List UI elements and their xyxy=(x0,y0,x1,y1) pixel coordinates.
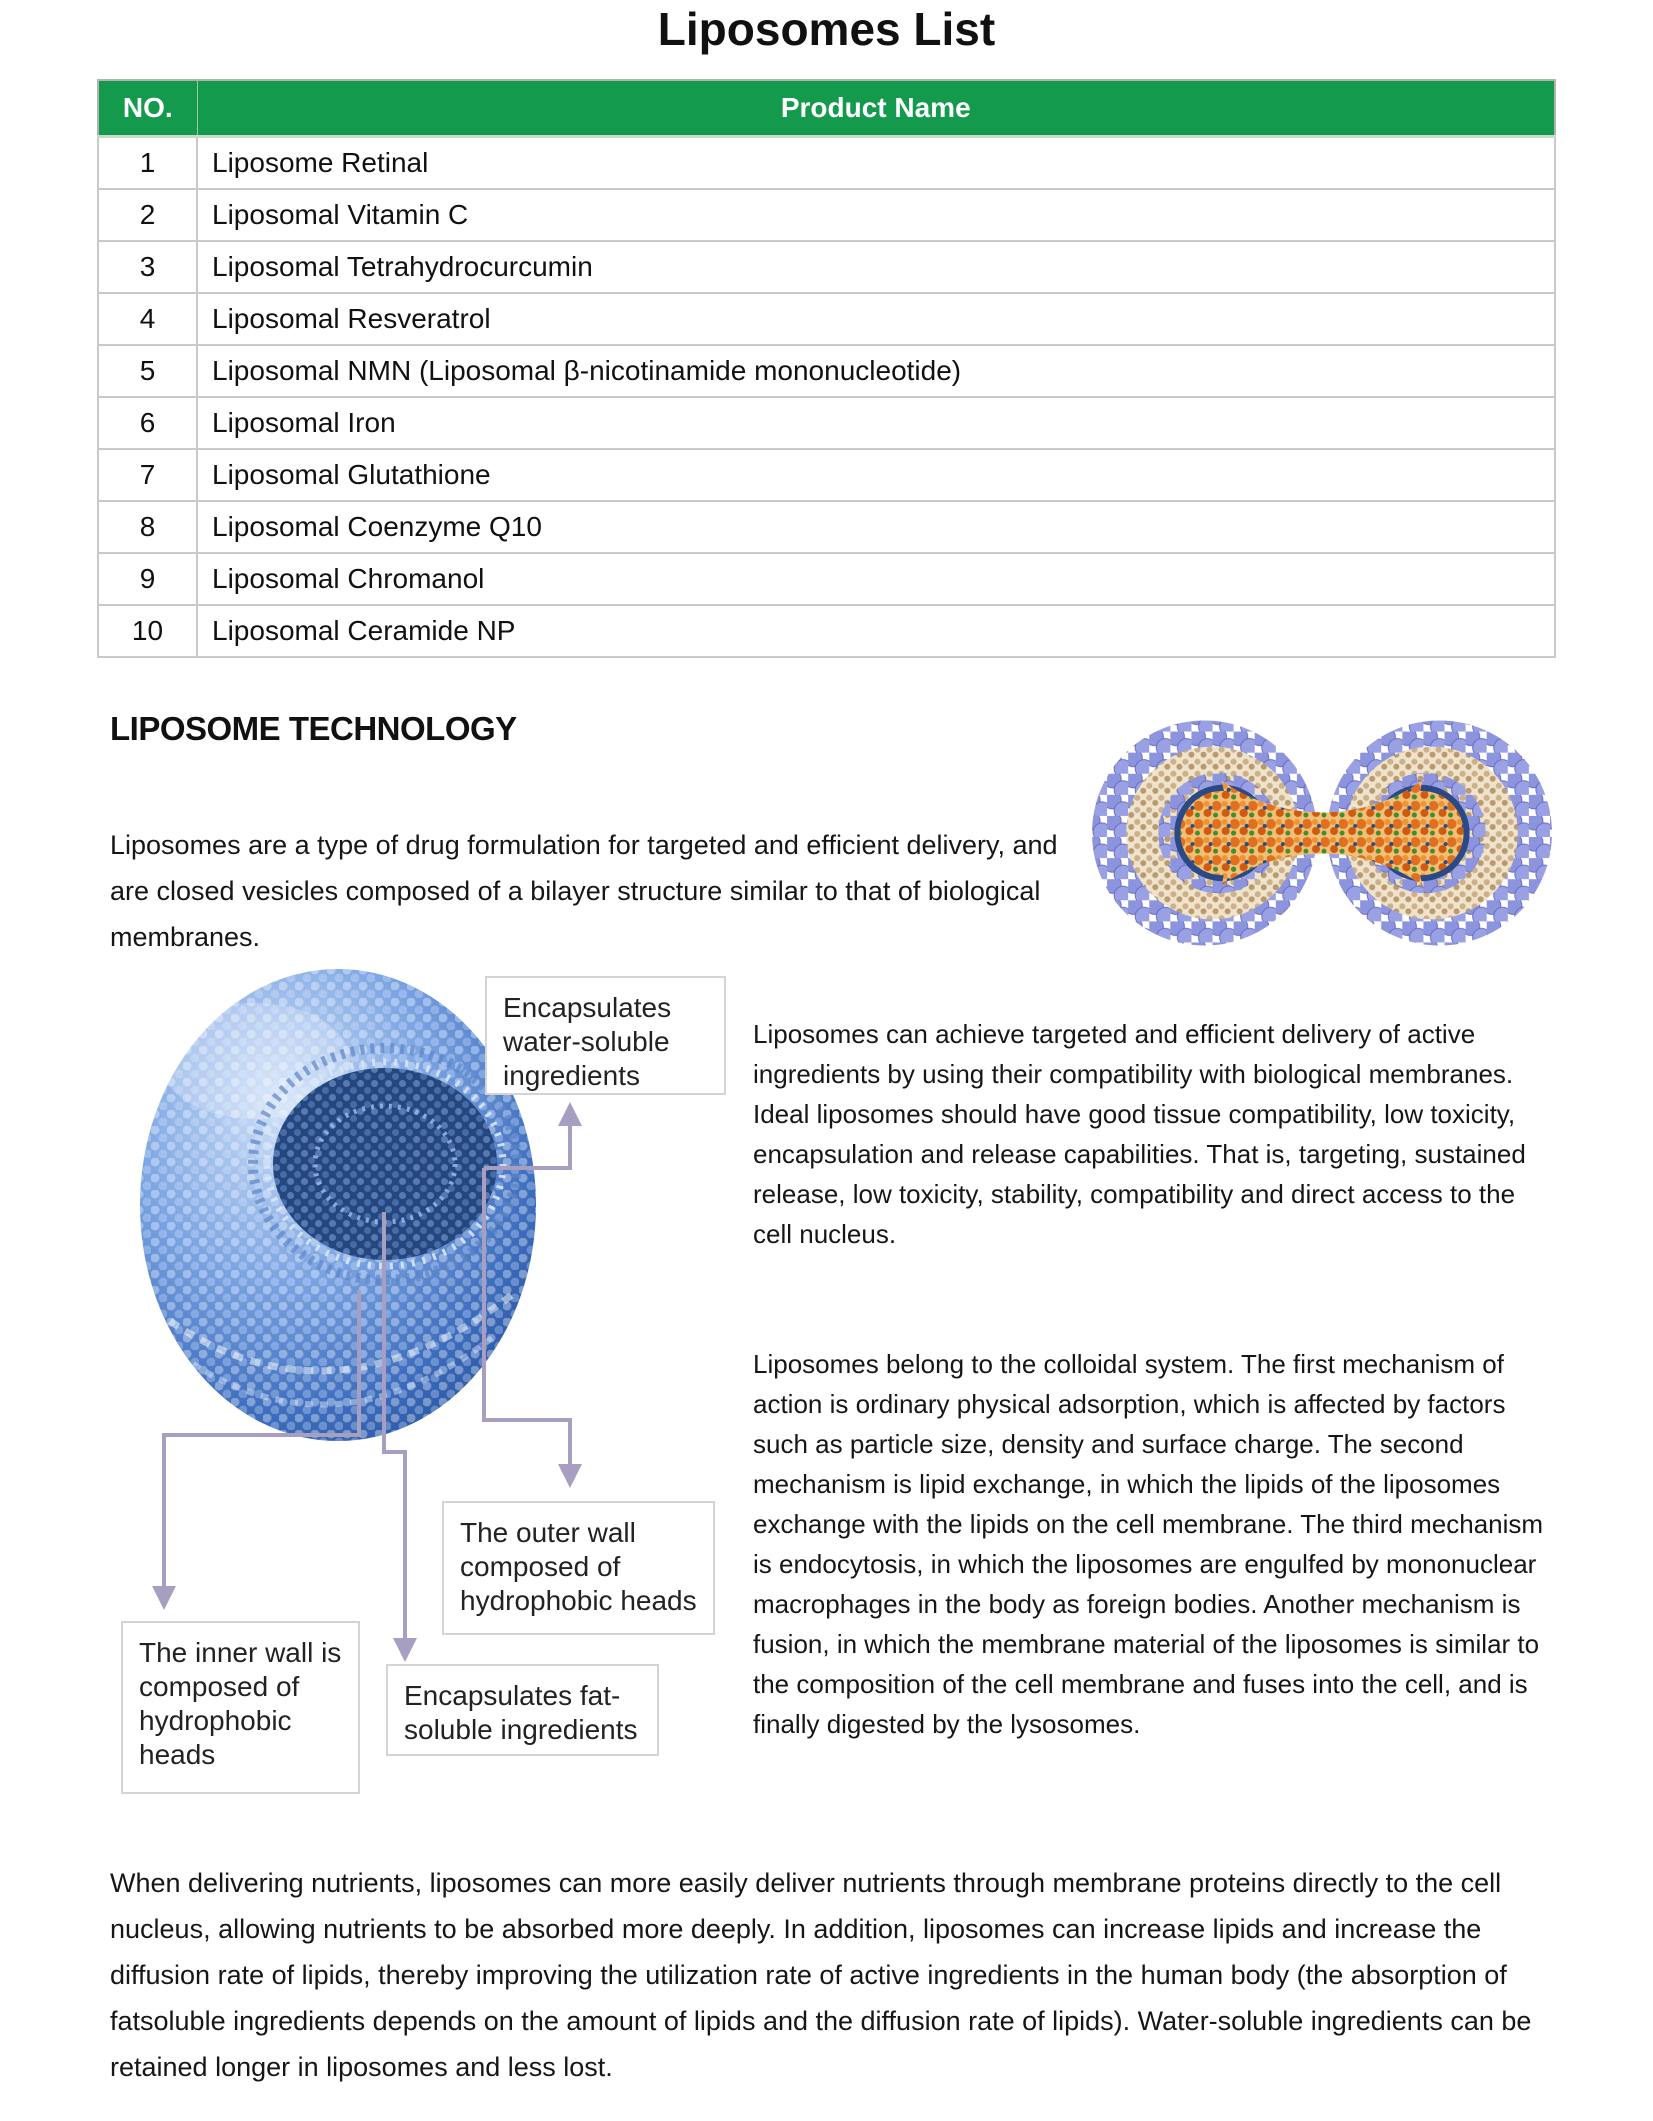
product-name: Liposomal Chromanol xyxy=(197,553,1555,605)
product-name: Liposomal Resveratrol xyxy=(197,293,1555,345)
inner-wall-label: The inner wall is composed of hydrophobic heads xyxy=(121,1621,360,1794)
row-number: 8 xyxy=(98,501,197,553)
row-number: 3 xyxy=(98,241,197,293)
table-header-no: NO. xyxy=(98,80,197,137)
product-name: Liposomal Ceramide NP xyxy=(197,605,1555,657)
intro-paragraph: Liposomes are a type of drug formulation for targeted and efficient delivery, and are closed vesicles composed of a bilayer structure similar to that of biological membranes. xyxy=(110,830,1058,952)
product-name: Liposome Retinal xyxy=(197,137,1555,190)
table-header-row xyxy=(98,80,1555,137)
fat-soluble-label: Encapsulates fat-soluble ingredients xyxy=(386,1664,659,1756)
closing-paragraph: When delivering nutrients, liposomes can more easily deliver nutrients through membrane proteins directly to the cell nucleus, allowing nutrients to be absorbed more deeply. In addition, liposomes can increase lipids and increase the diffusion rate of lipids, thereby improving the utilization rate of active ingredients in the human body (the absorption of fatsoluble ingredients depends on the amount of lipids and the diffusion rate of lipids). Water-soluble ingredients can be retained longer in liposomes and less lost. xyxy=(110,1868,1532,2082)
page-title: Liposomes List xyxy=(657,3,996,55)
product-table xyxy=(97,79,1556,658)
table-row xyxy=(98,605,1555,657)
product-name: Liposomal Tetrahydrocurcumin xyxy=(197,241,1555,293)
table-row xyxy=(98,137,1555,190)
row-number: 9 xyxy=(98,553,197,605)
row-number: 1 xyxy=(98,137,197,190)
table-header-product: Product Name xyxy=(197,80,1555,137)
water-soluble-label: Encapsulates water-soluble ingredients xyxy=(485,976,726,1095)
table-row xyxy=(98,241,1555,293)
product-name: Liposomal NMN (Liposomal β-nicotinamide mononucleotide) xyxy=(197,345,1555,397)
product-name: Liposomal Coenzyme Q10 xyxy=(197,501,1555,553)
table-row xyxy=(98,397,1555,449)
row-number: 10 xyxy=(98,605,197,657)
liposome-fusion-illustration xyxy=(1086,710,1558,956)
product-name: Liposomal Vitamin C xyxy=(197,189,1555,241)
product-name: Liposomal Glutathione xyxy=(197,449,1555,501)
delivery-paragraph: Liposomes can achieve targeted and efficient delivery of active ingredients by using their compatibility with biological membranes. Ideal liposomes should have good tissue compatibility, low toxicity, encapsulation and release capabilities. That is, targeting, sustained release, low toxicity, stability, compatibility and direct access to the cell nucleus. xyxy=(753,1019,1526,1249)
table-row xyxy=(98,189,1555,241)
table-row xyxy=(98,345,1555,397)
liposome-cutaway-illustration xyxy=(135,966,543,1450)
table-row xyxy=(98,293,1555,345)
row-number: 6 xyxy=(98,397,197,449)
row-number: 4 xyxy=(98,293,197,345)
table-row xyxy=(98,501,1555,553)
table-row xyxy=(98,449,1555,501)
table-row xyxy=(98,553,1555,605)
product-name: Liposomal Iron xyxy=(197,397,1555,449)
section-heading: LIPOSOME TECHNOLOGY xyxy=(110,710,517,747)
row-number: 2 xyxy=(98,189,197,241)
mechanism-paragraph: Liposomes belong to the colloidal system. The first mechanism of action is ordinary physical adsorption, which is affected by factors such as particle size, density and surface charge. The second mechanism is lipid exchange, in which the lipids of the liposomes exchange with the lipids on the cell membrane. The third mechanism is endocytosis, in which the liposomes are engulfed by mononuclear macrophages in the body as foreign bodies. Another mechanism is fusion, in which the membrane material of the liposomes is similar to the composition of the cell membrane and fuses into the cell, and is finally digested by the lysosomes. xyxy=(753,1349,1544,1739)
row-number: 7 xyxy=(98,449,197,501)
row-number: 5 xyxy=(98,345,197,397)
outer-wall-label: The outer wall composed of hydrophobic heads xyxy=(442,1501,715,1635)
